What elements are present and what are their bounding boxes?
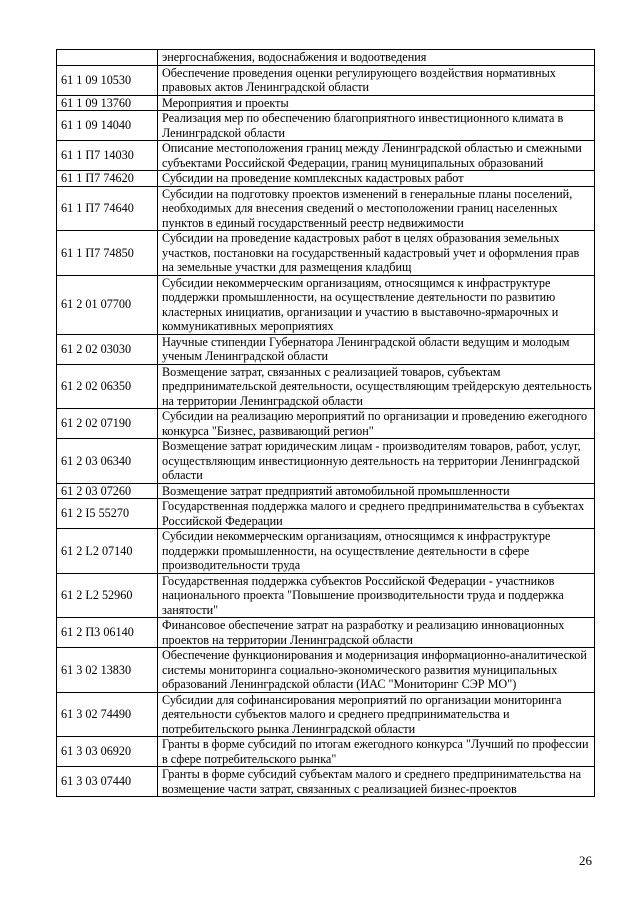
description-cell: Субсидии некоммерческим организациям, относящимся к инфраструктуре поддержки промышленности, на осуществление деятельности по развитию кластерных инициатив, организации и участию в выставочно-ярмарочных и коммуникативных мероприятиях bbox=[158, 275, 595, 334]
table-row bbox=[57, 275, 595, 334]
code-cell: 61 1 09 13760 bbox=[57, 95, 158, 111]
description-cell: Субсидии для софинансирования мероприятий по организации мониторинга деятельности субъектов малого и среднего предпринимательства и потребительского рынка Ленинградской области bbox=[158, 692, 595, 737]
description-cell: Мероприятия и проекты bbox=[158, 95, 595, 111]
description-cell: энергоснабжения, водоснабжения и водоотведения bbox=[158, 50, 595, 66]
table-row bbox=[57, 767, 595, 797]
code-cell: 61 3 03 06920 bbox=[57, 737, 158, 767]
table-row bbox=[57, 499, 595, 529]
description-cell: Обеспечение функционирования и модернизация информационно-аналитической системы мониторинга социально-экономического развития муниципальных образований Ленинградской области (ИАС "Мониторинг СЭР МО") bbox=[158, 648, 595, 693]
code-cell: 61 3 02 74490 bbox=[57, 692, 158, 737]
description-cell: Субсидии на проведение комплексных кадастровых работ bbox=[158, 171, 595, 187]
table-row bbox=[57, 439, 595, 484]
description-cell: Государственная поддержка малого и среднего предпринимательства в субъектах Российской Федерации bbox=[158, 499, 595, 529]
description-cell: Обеспечение проведения оценки регулирующего воздействия нормативных правовых актов Ленинградской области bbox=[158, 65, 595, 95]
table-row bbox=[57, 334, 595, 364]
code-cell: 61 2 02 06350 bbox=[57, 364, 158, 409]
code-cell: 61 1 П7 74850 bbox=[57, 231, 158, 276]
description-cell: Гранты в форме субсидий по итогам ежегодного конкурса "Лучший по профессии в сфере потребительского рынка" bbox=[158, 737, 595, 767]
table-row bbox=[57, 231, 595, 276]
description-cell: Субсидии на реализацию мероприятий по организации и проведению ежегодного конкурса "Бизнес, развивающий регион" bbox=[158, 409, 595, 439]
code-cell: 61 2 02 03030 bbox=[57, 334, 158, 364]
table-row bbox=[57, 186, 595, 231]
description-cell: Субсидии на подготовку проектов изменений в генеральные планы поселений, необходимых для внесения сведений о местоположении границ населенных пунктов в единый государственный реестр недвижимости bbox=[158, 186, 595, 231]
description-cell: Субсидии некоммерческим организациям, относящимся к инфраструктуре поддержки промышленности, на осуществление деятельности в сфере производительности труда bbox=[158, 529, 595, 574]
description-cell: Возмещение затрат, связанных с реализацией товаров, субъектам предпринимательской деятельности, осуществляющим трейдерскую деятельность на территории Ленинградской области bbox=[158, 364, 595, 409]
table-row bbox=[57, 529, 595, 574]
table-row bbox=[57, 111, 595, 141]
table-row bbox=[57, 648, 595, 693]
code-cell: 61 2 П3 06140 bbox=[57, 618, 158, 648]
description-cell: Описание местоположения границ между Ленинградской областью и смежными субъектами Российской Федерации, границ муниципальных образований bbox=[158, 141, 595, 171]
description-cell: Возмещение затрат предприятий автомобильной промышленности bbox=[158, 483, 595, 499]
code-cell: 61 2 02 07190 bbox=[57, 409, 158, 439]
code-cell: 61 1 09 10530 bbox=[57, 65, 158, 95]
description-cell: Реализация мер по обеспечению благоприятного инвестиционного климата в Ленинградской области bbox=[158, 111, 595, 141]
table-row bbox=[57, 50, 595, 66]
table-row bbox=[57, 409, 595, 439]
description-cell: Субсидии на проведение кадастровых работ в целях образования земельных участков, постановки на государственный кадастровый учет и оформления прав на земельные участки для размещения кладбищ bbox=[158, 231, 595, 276]
description-cell: Государственная поддержка субъектов Российской Федерации - участников национального проекта "Повышение производительности труда и поддержка занятости" bbox=[158, 573, 595, 618]
code-cell: 61 2 03 07260 bbox=[57, 483, 158, 499]
code-cell: 61 3 03 07440 bbox=[57, 767, 158, 797]
code-cell: 61 1 П7 14030 bbox=[57, 141, 158, 171]
code-cell: 61 1 09 14040 bbox=[57, 111, 158, 141]
code-cell: 61 2 I5 55270 bbox=[57, 499, 158, 529]
table-row bbox=[57, 737, 595, 767]
description-cell: Научные стипендии Губернатора Ленинградской области ведущим и молодым ученым Ленинградской области bbox=[158, 334, 595, 364]
table-row bbox=[57, 364, 595, 409]
table-row bbox=[57, 65, 595, 95]
code-cell: 61 1 П7 74640 bbox=[57, 186, 158, 231]
code-cell: 61 1 П7 74620 bbox=[57, 171, 158, 187]
table-row bbox=[57, 171, 595, 187]
code-cell bbox=[57, 50, 158, 66]
table-row bbox=[57, 483, 595, 499]
table-row bbox=[57, 141, 595, 171]
code-cell: 61 2 L2 07140 bbox=[57, 529, 158, 574]
table-body bbox=[57, 50, 595, 797]
table-row bbox=[57, 95, 595, 111]
table-row bbox=[57, 692, 595, 737]
table-row bbox=[57, 618, 595, 648]
description-cell: Возмещение затрат юридическим лицам - производителям товаров, работ, услуг, осуществляющим инвестиционную деятельность на территории Ленинградской области bbox=[158, 439, 595, 484]
table-row bbox=[57, 573, 595, 618]
description-cell: Гранты в форме субсидий субъектам малого и среднего предпринимательства на возмещение части затрат, связанных с реализацией бизнес-проектов bbox=[158, 767, 595, 797]
code-cell: 61 2 L2 52960 bbox=[57, 573, 158, 618]
description-cell: Финансовое обеспечение затрат на разработку и реализацию инновационных проектов на территории Ленинградской области bbox=[158, 618, 595, 648]
budget-codes-table bbox=[56, 49, 595, 797]
code-cell: 61 2 03 06340 bbox=[57, 439, 158, 484]
code-cell: 61 3 02 13830 bbox=[57, 648, 158, 693]
code-cell: 61 2 01 07700 bbox=[57, 275, 158, 334]
page-number: 26 bbox=[579, 853, 592, 868]
